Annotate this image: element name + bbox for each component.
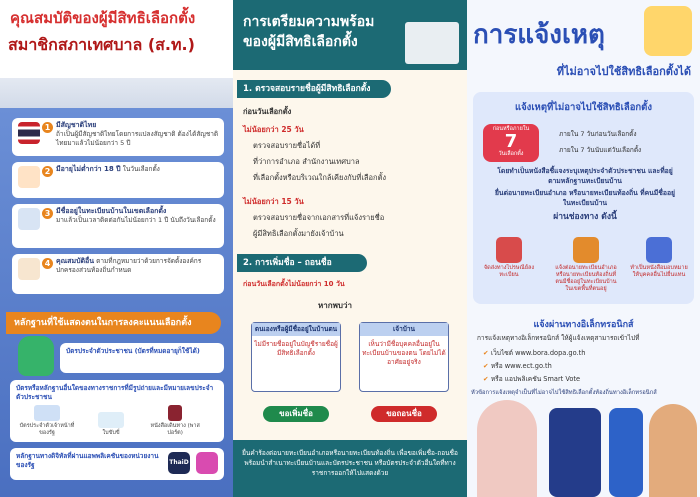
qualification-card-1 — [12, 118, 224, 156]
item-title: มีสัญชาติไทย — [56, 121, 97, 129]
link-text: เว็บไซต์ www.bora.dopa.go.th — [490, 349, 586, 357]
item-desc: ในวันเลือกตั้ง — [122, 165, 160, 173]
item-number: 3 — [42, 208, 53, 219]
alt-docs-box — [10, 380, 224, 442]
passport-item — [144, 405, 206, 437]
qualification-card-3 — [12, 204, 224, 248]
item-desc: มาแล้วเป็นเวลาติดต่อกันไม่น้อยกว่า 1 ปี นับถึงวันเลือกตั้ง — [56, 216, 216, 224]
panel-qualifications — [0, 0, 233, 497]
remove-name-label: ขอถอนชื่อ — [371, 406, 437, 422]
alt-docs-title: บัตรหรือหลักฐานอื่นใดของทางราชการที่มีรูปถ่ายและมีหมายเลขประจำตัวประชาชน — [16, 384, 214, 401]
d25-line: ที่ว่าการอำเภอ สำนักงานเทศบาล — [253, 157, 360, 166]
link-ect[interactable] — [483, 361, 552, 371]
voter-case-box — [251, 322, 341, 392]
document-icon — [646, 237, 672, 263]
bold-text-1: โดยทำเป็นหนังสือชี้แจงระบุเหตุประจำตัวประชาชน และที่อยู่ตามหลักฐานทะเบียนบ้าน — [497, 167, 673, 185]
mailbox-icon — [496, 237, 522, 263]
id-card-icon — [34, 405, 60, 421]
item-number: 4 — [42, 258, 53, 269]
digital-box — [10, 448, 224, 480]
channel-delegate — [629, 237, 689, 279]
driver-license-item — [80, 412, 142, 437]
thaid-app-icon: ThaiD — [168, 452, 190, 474]
section-add-remove: 2. การเพิ่มชื่อ – ถอนชื่อ — [237, 254, 367, 272]
handshake-icon — [18, 258, 40, 280]
link-smart-vote[interactable] — [483, 374, 580, 384]
check-icon: ✔ — [483, 375, 491, 383]
check-icon: ✔ — [483, 362, 491, 370]
link-bora[interactable] — [483, 348, 585, 358]
box-body: เห็นว่ามีชื่อบุคคลอื่นอยู่ในทะเบียนบ้านของตน โดยไม่ได้อาศัยอยู่จริง — [362, 340, 446, 366]
electronic-title: แจ้งผ่านทางอิเล็กทรอนิกส์ — [533, 320, 634, 330]
seven-days-badge — [483, 124, 539, 162]
phone-app-icon — [549, 408, 601, 497]
channel-label: ทำเป็นหนังสือมอบหมายให้บุคคลอื่นไปยื่นแทน — [630, 265, 688, 278]
channel-label: จัดส่งทางไปรษณีย์ลงทะเบียน — [483, 265, 535, 278]
item-number: 1 — [42, 122, 53, 133]
app-icon — [196, 452, 218, 474]
woman-illustration — [477, 400, 537, 497]
d15-line: ผู้มีสิทธิเลือกตั้งมายังเจ้าบ้าน — [253, 229, 344, 238]
badge-number: 7 — [504, 131, 518, 152]
panel2-title: การเตรียมความพร้อมของผู้มีสิทธิเลือกตั้ง — [243, 14, 375, 50]
panel1-subtitle: สมาชิกสภาเทศบาล (ส.ท.) — [8, 35, 195, 54]
electronic-note: หัวข้อการแจ้งเหตุจำเป็นที่ไม่อาจไปใช้สิทธิเลือกตั้งท้องถิ่นทางอิเล็กทรอนิกส์ — [471, 390, 657, 396]
phone-notification-icon — [644, 6, 692, 56]
householder-case-box — [359, 322, 449, 392]
qualification-card-4 — [12, 254, 224, 294]
before-election-label: ก่อนวันเลือกตั้ง — [243, 107, 292, 116]
panel2-footer: ยื่นคำร้องต่อนายทะเบียนอำเภอหรือนายทะเบียนท้องถิ่น เพื่อขอเพิ่มชื่อ-ถอนชื่อ พร้อมนำสำเนาทะเบียนบ้านและบัตรประชาชน หรือบัตรประจำตัวอื่นใดที่ทางราชการออกให้ไปแสดงด้วย — [233, 440, 467, 497]
passport-icon — [168, 405, 182, 421]
panel-notification — [467, 0, 700, 497]
badge-bottom: วันเลือกตั้ง — [498, 151, 524, 157]
digital-text: หลักฐานทางดิจิทัลที่ผ่านแอพพลิเคชันของหน่วยงานของรัฐ — [16, 452, 159, 469]
days-25-label: ไม่น้อยกว่า 25 วัน — [243, 125, 304, 134]
item-title: มีชื่ออยู่ในทะเบียนบ้านในเขตเลือกตั้ง — [56, 207, 167, 215]
bold-text-2: ยื่นต่อนายทะเบียนอำเภอ หรือนายทะเบียนท้องถิ่น ที่คนมีชื่ออยู่ในทะเบียนบ้าน — [494, 189, 676, 207]
id-card-box — [60, 343, 224, 373]
d25-line: ตรวจสอบรายชื่อได้ที่ — [253, 141, 321, 150]
alt-doc-label: ใบขับขี่ — [102, 430, 120, 436]
box-header: เจ้าบ้าน — [360, 323, 448, 336]
days-15-label: ไม่น้อยกว่า 15 วัน — [243, 197, 304, 206]
item-title: คุณสมบัติอื่น — [56, 257, 95, 265]
license-icon — [98, 412, 124, 428]
if-found-label: หากพบว่า — [318, 301, 352, 310]
house-icon — [18, 208, 40, 230]
phone-app-icon — [609, 408, 643, 497]
thai-flag-icon — [18, 122, 40, 144]
check-icon: ✔ — [483, 349, 491, 357]
panel1-title: คุณสมบัติของผู้มีสิทธิเลือกตั้ง — [10, 9, 196, 27]
channel-label: แจ้งต่อนายทะเบียนอำเภอหรือนายทะเบียนท้องถิ่นที่ตนมีชื่ออยู่ในทะเบียนบ้าน ในเขตพื้นที่ตนอยู่ — [555, 265, 617, 292]
badge-top: ก่อนหรือภายใน — [492, 126, 530, 132]
panel-preparation — [233, 0, 467, 497]
before-7-text: ภายใน 7 วันก่อนวันเลือกตั้ง — [559, 130, 637, 138]
panel3-subtitle: ที่ไม่อาจไปใช้สิทธิเลือกตั้งได้ — [556, 65, 691, 78]
after-7-text: ภายใน 7 วันนับแต่วันเลือกตั้ง — [559, 146, 642, 154]
office-icon — [573, 237, 599, 263]
add-name-label: ขอเพิ่มชื่อ — [263, 406, 329, 422]
link-text: หรือ แอปพลิเคชัน Smart Vote — [490, 375, 581, 383]
ballot-box-icon — [405, 22, 459, 64]
box-header: ตนเองหรือผู้มีชื่ออยู่ในบ้านตน — [252, 323, 340, 336]
section-check-names: 1. ตรวจสอบรายชื่อผู้มีสิทธิเลือกตั้ง — [237, 80, 391, 98]
item-desc: ถ้าเป็นผู้มีสัญชาติไทยโดยการแปลงสัญชาติ ต้องได้สัญชาติไทยมาแล้วไม่น้อยกว่า 5 ปี — [56, 130, 219, 147]
d15-line: ตรวจสอบรายชื่อจากเอกสารที่แจ้งรายชื่อ — [253, 213, 385, 222]
alt-doc-label: หนังสือเดินทาง (พาสปอร์ต) — [150, 423, 200, 436]
link-text: หรือ www.ect.go.th — [490, 362, 552, 370]
channel-office — [553, 237, 619, 293]
channel-mail — [479, 237, 539, 279]
item-desc: ตามที่กฎหมายว่าด้วยการจัดตั้งองค์กรปกครองส่วนท้องถิ่นกำหนด — [56, 257, 202, 274]
channels-title: ผ่านช่องทาง ดังนี้ — [553, 212, 617, 222]
card-title: แจ้งเหตุที่ไม่อาจไปใช้สิทธิเลือกตั้ง — [514, 102, 652, 113]
item-number: 2 — [42, 166, 53, 177]
d25-line: ที่เลือกตั้งหรือบริเวณใกล้เคียงกับที่เลือกตั้ง — [253, 173, 387, 182]
qualification-card-2 — [12, 162, 224, 198]
person-icon — [18, 166, 40, 188]
panel3-title: การแจ้งเหตุ — [473, 20, 605, 50]
alt-doc-label: บัตรประจำตัวเจ้าหน้าที่ของรัฐ — [19, 423, 75, 436]
electronic-desc: การแจ้งเหตุทางอิเล็กทรอนิกส์ ให้ผู้แจ้งเหตุสามารถเข้าไปที่ — [477, 334, 640, 342]
man-illustration — [649, 404, 697, 497]
deadline-text: ก่อนวันเลือกตั้งไม่น้อยกว่า 10 วัน — [243, 280, 345, 288]
evidence-banner: หลักฐานที่ใช้แสดงตนในการลงคะแนนเลือกตั้ง — [6, 312, 221, 334]
id-card-text: บัตรประจำตัวประชาชน (บัตรที่หมดอายุก็ใช้ได้) — [66, 347, 200, 355]
box-body: ไม่มีรายชื่ออยู่ในบัญชีรายชื่อผู้มีสิทธิเลือกตั้ง — [254, 340, 338, 357]
notification-card — [473, 92, 694, 304]
official-card-item — [16, 405, 78, 437]
mascot-icon — [18, 336, 54, 376]
panel2-header — [233, 0, 467, 70]
item-title: มีอายุไม่ต่ำกว่า 18 ปี — [56, 165, 121, 173]
